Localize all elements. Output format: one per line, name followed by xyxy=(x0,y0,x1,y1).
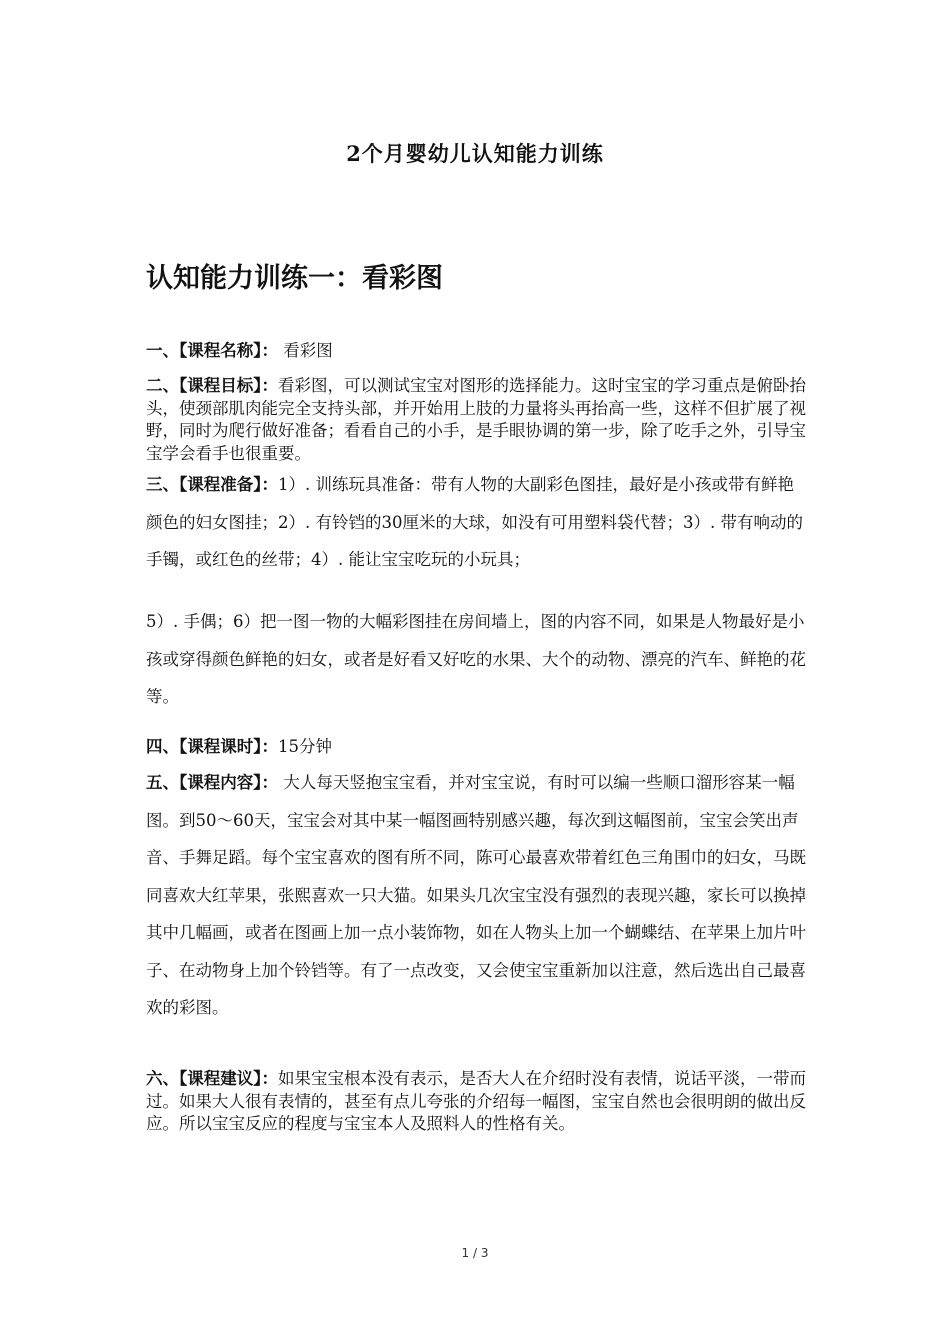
course-prep-text: 1）. 训练玩具准备：带有人物的大副彩色图挂，最好是小孩或带有鲜艳颜色的妇女图挂；2）. 有铃铛的30厘米的大球，如没有可用塑料袋代替；3）. 带有响动的手镯，或红色的丝带；4）. 能让宝宝吃玩的小玩具； xyxy=(146,475,803,569)
section-heading: 认知能力训练一：看彩图 xyxy=(146,263,443,294)
course-hours-item xyxy=(146,728,806,766)
course-prep-label: 三、【课程准备】： xyxy=(146,475,278,494)
course-goal-text: 看彩图，可以测试宝宝对图形的选择能力。这时宝宝的学习重点是俯卧抬头，使颈部肌肉能完全支持头部，并开始用上肢的力量将头再抬高一些，这样不但扩展了视野，同时为爬行做好准备；看看自己的小手，是手眼协调的第一步，除了吃手之外，引导宝宝学会看手也很重要。 xyxy=(146,376,806,463)
course-content-text: 大人每天竖抱宝宝看，并对宝宝说，有时可以编一些顺口溜形容某一幅图。到50～60天，宝宝会对其中某一幅图画特别感兴趣，每次到这幅图前，宝宝会笑出声音、手舞足蹈。每个宝宝喜欢的图有所不同，陈可心最喜欢带着红色三角围巾的妇女，马既同喜欢大红苹果，张熙喜欢一只大猫。如果头几次宝宝没有强烈的表现兴趣，家长可以换掉其中几幅画，或者在图画上加一点小装饰物，如在人物头上加一个蝴蝶结、在苹果上加片叶子、在动物身上加个铃铛等。有了一点改变，又会使宝宝重新加以注意，然后选出自己最喜欢的彩图。 xyxy=(146,773,806,1017)
course-goal-item xyxy=(146,375,806,465)
course-name-text: 看彩图 xyxy=(278,341,333,360)
course-name-label: 一、【课程名称】： xyxy=(146,341,278,360)
course-advice-label: 六、【课程建议】： xyxy=(146,1069,278,1088)
course-goal-label: 二、【课程目标】： xyxy=(146,376,278,395)
course-content-item xyxy=(146,764,806,1027)
course-advice-item xyxy=(146,1068,806,1136)
course-prep-continued: 5）. 手偶；6）把一图一物的大幅彩图挂在房间墙上，图的内容不同，如果是人物最好是小孩或穿得颜色鲜艳的妇女，或者是好看又好吃的水果、大个的动物、漂亮的汽车、鲜艳的花等。 xyxy=(146,612,806,706)
course-advice-text: 如果宝宝根本没有表示，是否大人在介绍时没有表情，说话平淡，一带而过。如果大人很有表情的，甚至有点儿夸张的介绍每一幅图，宝宝自然也会很明朗的做出反应。所以宝宝反应的程度与宝宝本人及照料人的性格有关。 xyxy=(146,1069,806,1133)
course-hours-label: 四、【课程课时】： xyxy=(146,737,278,756)
course-name-item xyxy=(146,340,806,363)
page-number: 1 / 3 xyxy=(461,1246,489,1260)
document-title: 2个月婴幼儿认知能力训练 xyxy=(346,141,604,166)
course-prep-item xyxy=(146,466,806,579)
course-content-label: 五、【课程内容】： xyxy=(146,773,278,792)
course-hours-text: 15分钟 xyxy=(278,737,332,756)
